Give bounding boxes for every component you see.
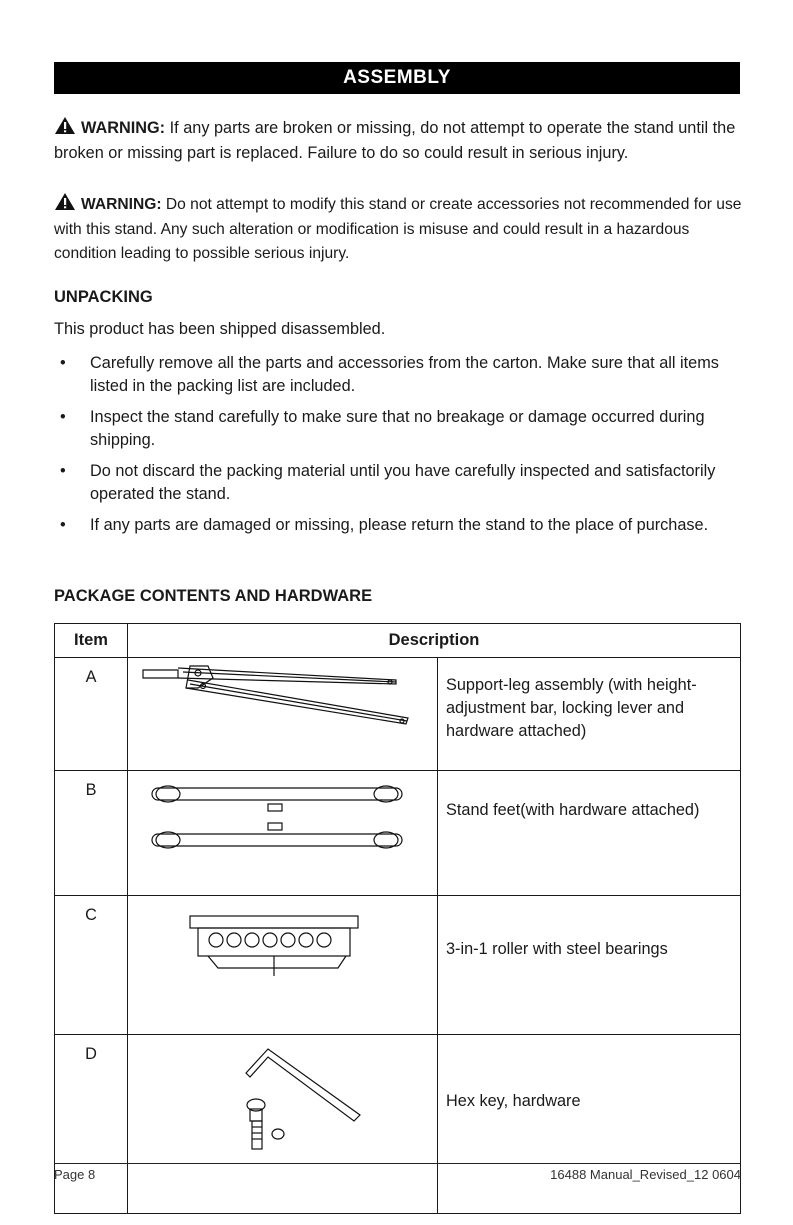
bullet-icon: • — [60, 354, 66, 372]
item-letter: B — [55, 771, 128, 896]
item-letter: C — [55, 896, 128, 1035]
warning-label: WARNING: — [81, 196, 162, 213]
item-description: Hex key, hardware — [438, 1035, 741, 1214]
part-illustration-cell — [128, 771, 438, 896]
list-item-text: Carefully remove all the parts and accessories from the carton. Make sure that all items listed in the packing list are included. — [90, 354, 719, 395]
part-illustration-cell — [128, 896, 438, 1035]
item-description: Support-leg assembly (with height-adjustment bar, locking lever and hardware attached) — [438, 658, 741, 771]
bullet-icon: • — [60, 462, 66, 480]
warning-text: Do not attempt to modify this stand or create accessories not recommended for use with this stand. Any such alteration or modification is misuse and could result in a hazardous condition leading to possible serious injury. — [54, 196, 742, 262]
hex-key-illustration — [128, 1035, 437, 1158]
warning-2 — [54, 192, 744, 267]
item-letter: D — [55, 1035, 128, 1214]
page-number: Page 8 — [54, 1167, 96, 1182]
unpacking-intro: This product has been shipped disassembled. — [54, 320, 386, 338]
item-description: Stand feet(with hardware attached) — [438, 771, 741, 896]
warning-label: WARNING: — [81, 119, 166, 137]
list-item-text: Inspect the stand carefully to make sure that no breakage or damage occurred during shipping. — [90, 408, 705, 449]
table-row — [55, 1035, 741, 1214]
list-item-text: If any parts are damaged or missing, please return the stand to the place of purchase. — [90, 516, 709, 534]
stand-feet-illustration — [128, 771, 437, 867]
document-id: 16488 Manual_Revised_12 0604 — [550, 1167, 741, 1182]
support-leg-illustration — [128, 658, 437, 754]
list-item — [54, 352, 744, 398]
bullet-icon: • — [60, 408, 66, 426]
column-header-description: Description — [128, 624, 741, 658]
list-item — [54, 460, 744, 506]
warning-text: If any parts are broken or missing, do not attempt to operate the stand until the broken or missing part is replaced. Failure to do so could result in serious injury. — [54, 119, 736, 162]
table-row — [55, 658, 741, 771]
list-item — [54, 514, 744, 537]
section-banner: ASSEMBLY — [54, 62, 740, 94]
package-heading: PACKAGE CONTENTS AND HARDWARE — [54, 587, 373, 605]
warning-1 — [54, 116, 744, 165]
bullet-icon: • — [60, 516, 66, 534]
list-item-text: Do not discard the packing material until you have carefully inspected and satisfactorily operated the stand. — [90, 462, 716, 503]
item-letter: A — [55, 658, 128, 771]
list-item — [54, 406, 744, 452]
table-header-row — [55, 624, 741, 658]
part-illustration-cell — [128, 1035, 438, 1214]
part-illustration-cell — [128, 658, 438, 771]
warning-triangle-icon — [54, 116, 76, 135]
table-row — [55, 771, 741, 896]
footer-divider — [54, 1163, 740, 1164]
warning-triangle-icon — [54, 192, 76, 211]
unpacking-list — [54, 352, 744, 545]
package-contents-table — [54, 623, 741, 1214]
item-description: 3-in-1 roller with steel bearings — [438, 896, 741, 1035]
roller-illustration — [128, 896, 437, 992]
unpacking-heading: UNPACKING — [54, 288, 153, 306]
column-header-item: Item — [55, 624, 128, 658]
table-row — [55, 896, 741, 1035]
